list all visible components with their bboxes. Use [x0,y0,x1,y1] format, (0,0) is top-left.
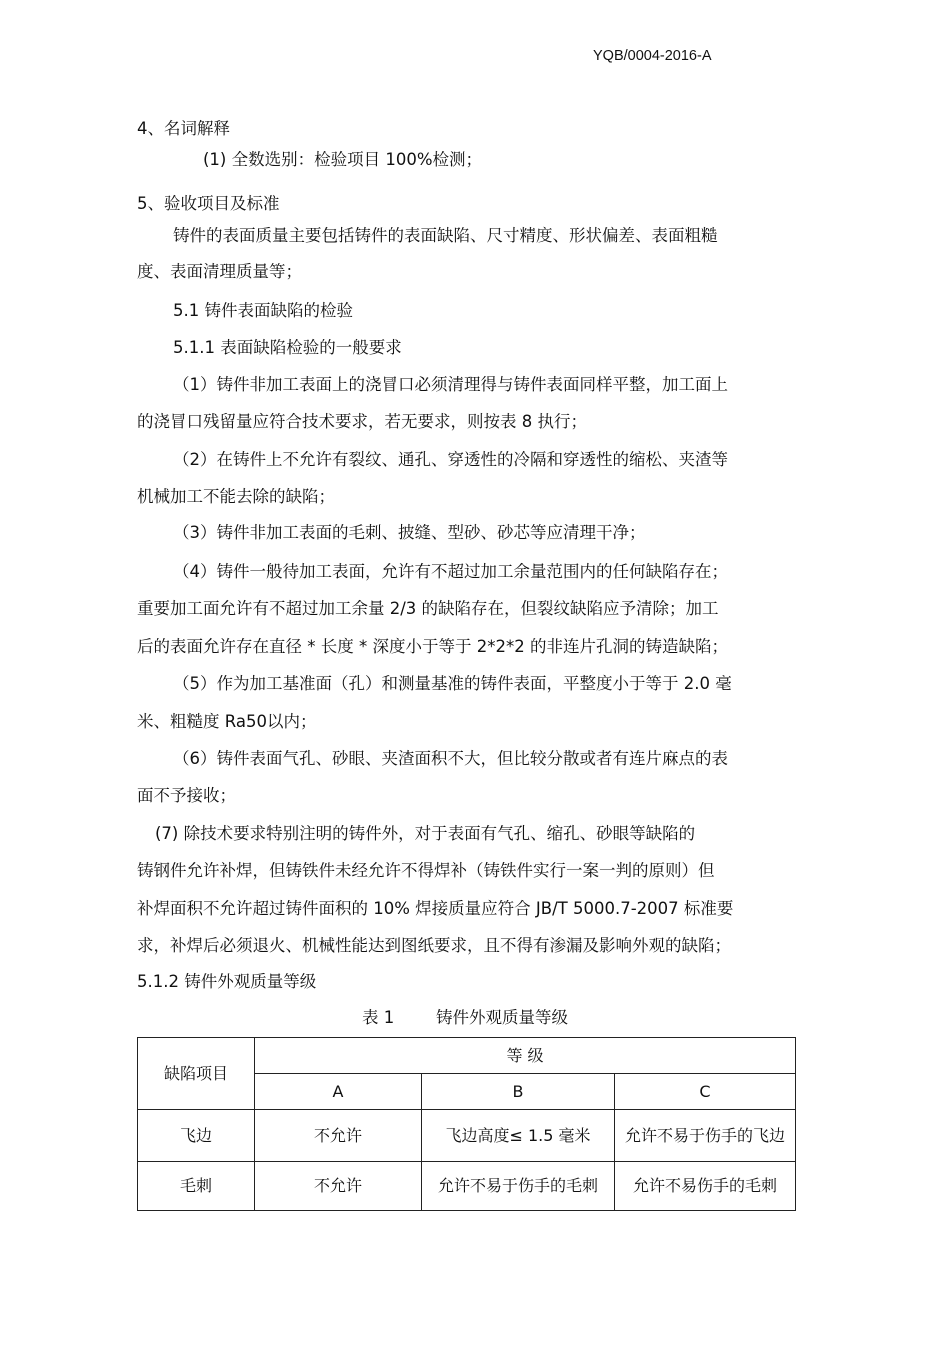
paragraph-line: 米、粗糙度 Ra50以内； [137,712,317,731]
section-4-heading: 4、名词解释 [137,119,230,138]
paragraph-line: 的浇冒口残留量应符合技术要求，若无要求，则按表 8 执行； [137,412,587,431]
paragraph-line: （3）铸件非加工表面的毛刺、披缝、型砂、砂芯等应清理干净； [173,523,646,542]
document-code: YQB/0004-2016-A [593,48,712,64]
table-row [138,1110,796,1162]
paragraph-line: 铸件的表面质量主要包括铸件的表面缺陷、尺寸精度、形状偏差、表面粗糙 [173,226,718,245]
grade-a-header: A [255,1074,422,1110]
defect-item-cell: 飞边 [138,1110,255,1162]
section-5-heading: 5、验收项目及标准 [137,194,280,213]
paragraph-line: （4）铸件一般待加工表面，允许有不超过加工余量范围内的任何缺陷存在； [173,562,728,581]
paragraph-line: (7) 除技术要求特别注明的铸件外，对于表面有气孔、缩孔、砂眼等缺陷的 [155,824,696,843]
defect-item-cell: 毛刺 [138,1162,255,1211]
grade-c-cell: 允许不易伤手的毛刺 [615,1162,796,1211]
defect-item-header: 缺陷项目 [138,1038,255,1110]
paragraph-line: 度、表面清理质量等； [137,262,302,281]
table-caption-title: 铸件外观质量等级 [436,1008,568,1027]
grade-a-cell: 不允许 [255,1162,422,1211]
paragraph-line: （2）在铸件上不允许有裂纹、通孔、穿透性的冷隔和穿透性的缩松、夹渣等 [173,450,728,469]
paragraph-line: 铸钢件允许补焊，但铸铁件未经允许不得焊补（铸铁件实行一案一判的原则）但 [137,861,715,880]
section-5-1-heading: 5.1 铸件表面缺陷的检验 [173,301,353,320]
paragraph-line: （5）作为加工基准面（孔）和测量基准的铸件表面，平整度小于等于 2.0 毫 [173,674,732,693]
grade-b-cell: 允许不易于伤手的毛刺 [422,1162,615,1211]
section-5-1-2-heading: 5.1.2 铸件外观质量等级 [137,972,317,991]
section-5-1-1-heading: 5.1.1 表面缺陷检验的一般要求 [173,338,402,357]
paragraph-line: 重要加工面允许有不超过加工余量 2/3 的缺陷存在，但裂纹缺陷应予清除；加工 [137,599,719,618]
grade-b-header: B [422,1074,615,1110]
paragraph-line: 求，补焊后必须退火、机械性能达到图纸要求，且不得有渗漏及影响外观的缺陷； [137,936,731,955]
grade-a-cell: 不允许 [255,1110,422,1162]
grade-group-header: 等 级 [255,1038,796,1074]
paragraph-line: 补焊面积不允许超过铸件面积的 10% 焊接质量应符合 JB/T 5000.7-2007 标准要 [137,899,734,918]
table-row [138,1162,796,1211]
paragraph-line: 面不予接收； [137,786,236,805]
definition-full-inspection: (1) 全数选别：检验项目 100%检测； [203,150,483,169]
paragraph-line: 机械加工不能去除的缺陷； [137,487,335,506]
paragraph-line: （1）铸件非加工表面上的浇冒口必须清理得与铸件表面同样平整，加工面上 [173,375,728,394]
paragraph-line: （6）铸件表面气孔、砂眼、夹渣面积不大，但比较分散或者有连片麻点的表 [173,749,728,768]
appearance-grade-table [137,1037,796,1211]
paragraph-line: 后的表面允许存在直径 * 长度 * 深度小于等于 2*2*2 的非连片孔洞的铸造缺陷； [137,637,728,656]
grade-c-header: C [615,1074,796,1110]
grade-c-cell: 允许不易于伤手的飞边 [615,1110,796,1162]
table-caption-label: 表 1 [362,1008,395,1027]
grade-b-cell: 飞边高度≤ 1.5 毫米 [422,1110,615,1162]
